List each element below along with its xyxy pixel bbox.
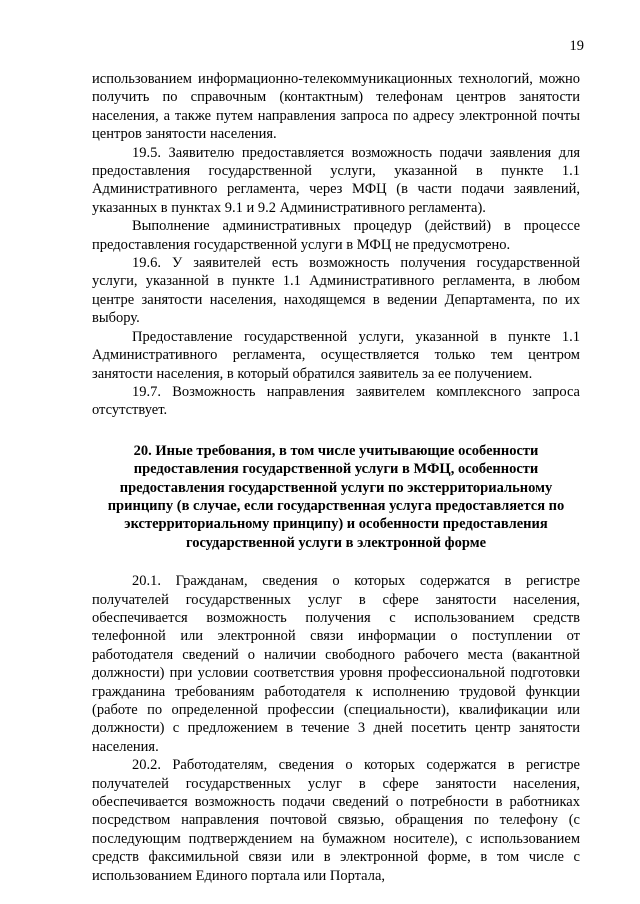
page-number: 19 bbox=[569, 38, 584, 54]
section-20-heading: 20. Иные требования, в том числе учитывающие особенности предоставления государственной услуги в МФЦ, особенности предоставления государственной услуги по экстерриториальному принципу (в случае, если государственная услуга предоставляется по экстерриториальному принципу) и особенности предоставления государственной услуги в электронной форме bbox=[107, 442, 565, 551]
section-20-text bbox=[92, 572, 580, 885]
paragraph: Предоставление государственной услуги, указанной в пункте 1.1 Административного регламента, осуществляется только тем центром занятости населения, в который обратился заявитель за ее получением. bbox=[92, 328, 580, 382]
document-body bbox=[92, 70, 580, 885]
paragraph: 19.7. Возможность направления заявителем комплексного запроса отсутствует. bbox=[92, 383, 580, 419]
paragraph: использованием информационно-телекоммуникационных технологий, можно получить по справочным (контактным) телефонам центров занятости населения, а также путем направления запроса по адресу электронной почты центров занятости населения. bbox=[92, 71, 580, 143]
paragraph: 20.2. Работодателям, сведения о которых содержатся в регистре получателей государственных услуг в сфере занятости населения, обеспечивается возможность подачи сведений о потребности в работниках посредством направления почтовой связью, обращения по телефону (с последующим подтверждением на бумажном носителе), с использованием средств факсимильной связи или в электронной форме, в том числе с использованием Единого портала или Портала, bbox=[92, 757, 580, 884]
section-19-text bbox=[92, 70, 580, 420]
paragraph: Выполнение административных процедур (действий) в процессе предоставления государственной услуги в МФЦ не предусмотрено. bbox=[92, 218, 580, 253]
paragraph: 19.6. У заявителей есть возможность получения государственной услуги, указанной в пункте 1.1 Административного регламента, в любом центре занятости населения, находящемся в ведении Департамента, по их выбору. bbox=[92, 255, 580, 327]
paragraph: 20.1. Гражданам, сведения о которых содержатся в регистре получателей государственных услуг в сфере занятости населения, обеспечивается возможность получения с использованием средств телефонной или электронной связи информации о поступлении от работодателя сведений о наличии свободного рабочего места (вакантной должности) при условии соответствия уровня профессиональной подготовки гражданина требованиям работодателя к исполнению трудовой функции (работе по определенной профессии (специальности), квалификации или должности) с предложением в течение 3 дней посетить центр занятости населения. bbox=[92, 573, 580, 755]
paragraph: 19.5. Заявителю предоставляется возможность подачи заявления для предоставления государственной услуги, указанной в пункте 1.1 Административного регламента, через МФЦ (в части подачи заявлений, указанных в пунктах 9.1 и 9.2 Административного регламента). bbox=[92, 144, 580, 216]
